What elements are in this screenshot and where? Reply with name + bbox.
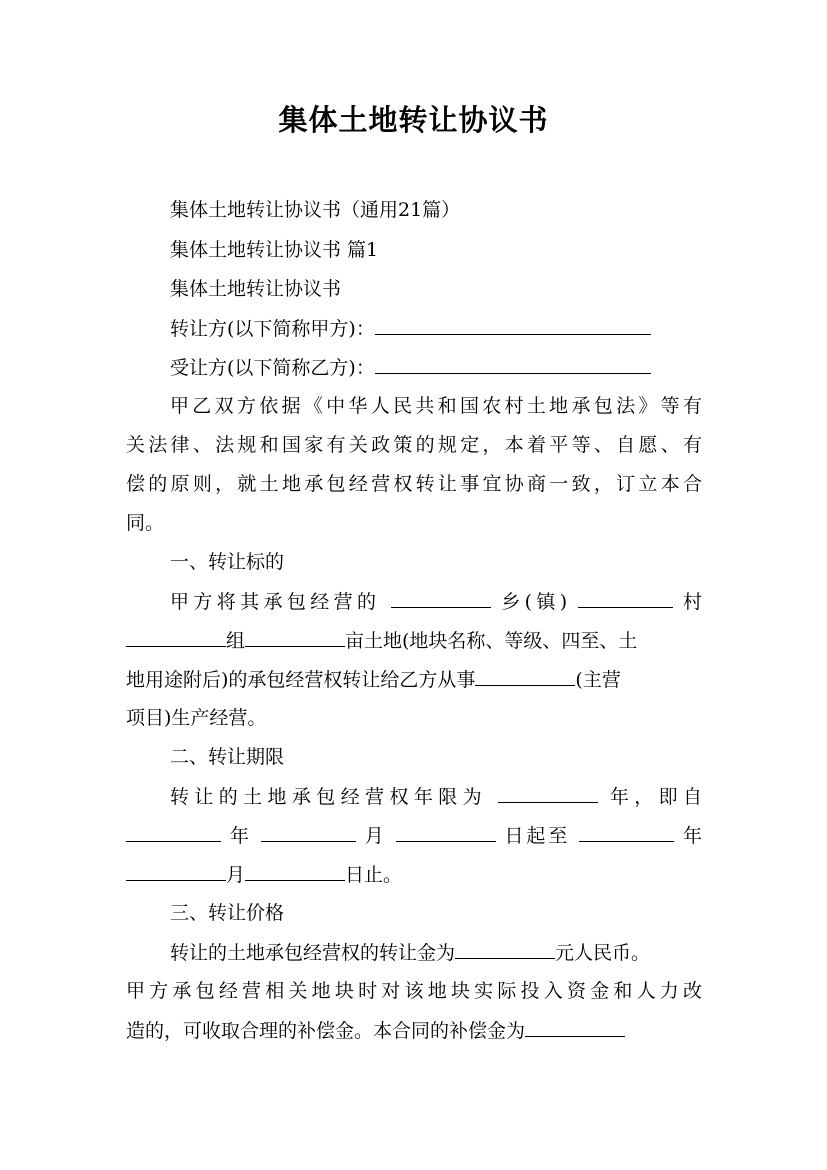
section3-line-3	[126, 1018, 702, 1043]
section3-line-2: 甲方承包经营相关地块时对该地块实际投入资金和人力改	[126, 980, 702, 1002]
party-a-line	[170, 316, 702, 341]
section2-text: 日止。	[345, 864, 403, 886]
blank-field	[579, 823, 674, 842]
section2-heading: 二、转让期限	[170, 746, 285, 768]
section2-text: 月	[364, 825, 387, 847]
section1-text: (主营	[575, 669, 621, 691]
section1-text: 地用途附后)的承包经营权转让给乙方从事	[126, 669, 476, 691]
blank-field	[578, 589, 673, 608]
section1-line-3	[126, 667, 702, 692]
blank-field	[525, 1018, 625, 1037]
blank-field	[245, 862, 345, 881]
section2-text: 日起至	[504, 825, 571, 847]
section1-line-4: 项目)生产经营。	[126, 707, 267, 729]
blank-field	[126, 862, 226, 881]
part-heading: 集体土地转让协议书 篇1	[170, 239, 379, 261]
blank-field	[455, 940, 555, 959]
section1-line-1	[170, 589, 702, 614]
blank-field	[261, 823, 356, 842]
party-b-blank	[375, 355, 651, 374]
section1-text: 乡(镇)	[501, 591, 568, 613]
section1-text: 村	[683, 591, 703, 613]
section1-text: 组	[226, 630, 246, 652]
section2-line-1	[170, 784, 702, 809]
section1-line-2	[126, 628, 702, 653]
section2-line-3	[126, 862, 702, 887]
blank-field	[498, 784, 598, 803]
blank-field	[396, 823, 496, 842]
intro-line-1: 甲乙双方依据《中华人民共和国农村土地承包法》等有	[170, 395, 702, 417]
section3-text: 元人民币。	[555, 942, 651, 964]
subtitle: 集体土地转让协议书（通用21篇）	[170, 199, 461, 221]
section2-text: 月	[226, 864, 246, 886]
party-b-label: 受让方(以下简称乙方)：	[170, 357, 375, 379]
document-title: 集体土地转让协议书	[278, 103, 549, 137]
section3-text: 造的，可收取合理的补偿金。本合同的补偿金为	[126, 1020, 526, 1042]
section1-text: 甲方将其承包经营的	[170, 591, 381, 613]
section2-text: 年，即自	[609, 786, 702, 808]
doc-heading: 集体土地转让协议书	[170, 278, 342, 300]
blank-field	[391, 589, 491, 608]
section2-line-2	[126, 823, 702, 848]
intro-line-2: 关法律、法规和国家有关政策的规定，本着平等、自愿、有	[126, 434, 702, 456]
section3-text: 转让的土地承包经营权的转让金为	[170, 942, 456, 964]
blank-field	[126, 628, 226, 647]
section2-text: 年	[683, 825, 703, 847]
blank-field	[475, 667, 575, 686]
party-b-line	[170, 355, 702, 380]
intro-line-4: 同。	[126, 512, 165, 534]
section1-text: 亩土地(地块名称、等级、四至、土	[345, 630, 638, 652]
blank-field	[245, 628, 345, 647]
section3-line-1	[170, 940, 702, 965]
section1-heading: 一、转让标的	[170, 551, 285, 573]
party-a-blank	[375, 316, 651, 335]
section2-text: 转让的土地承包经营权年限为	[170, 786, 487, 808]
party-a-label: 转让方(以下简称甲方)：	[170, 318, 375, 340]
section3-heading: 三、转让价格	[170, 902, 285, 924]
section2-text: 年	[229, 825, 252, 847]
intro-line-3: 偿的原则，就土地承包经营权转让事宜协商一致，订立本合	[126, 473, 702, 495]
blank-field	[126, 823, 221, 842]
